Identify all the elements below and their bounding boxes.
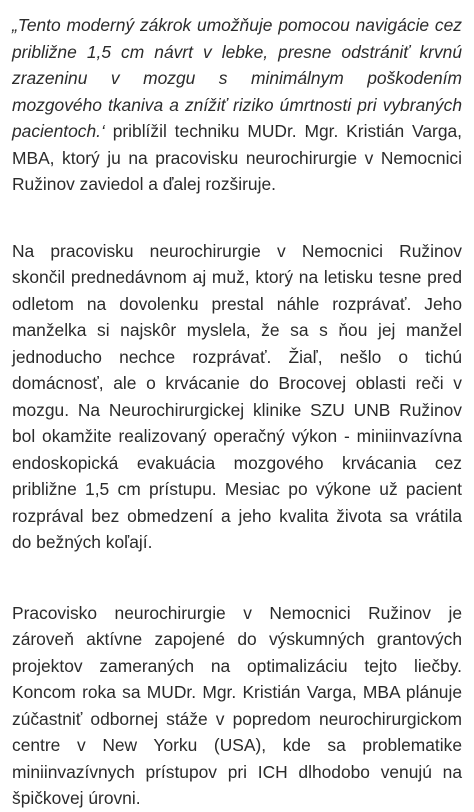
article-paragraph-1 xyxy=(12,12,462,198)
paragraph-spacer xyxy=(12,556,462,600)
quote-attribution: priblížil techniku MUDr. Mgr. Kristián Varga, MBA, ktorý ju na pracovisku neurochirurgie v Nemocnici Ružinov zaviedol a ďalej rozširuje. xyxy=(12,121,462,194)
paragraph-spacer xyxy=(12,198,462,238)
quote-text: „Tento moderný zákrok umožňuje pomocou navigácie cez približne 1,5 cm návrt v lebke, presne odstrániť krvnú zrazeninu v mozgu s minimálnym poškodením mozgového tkaniva a znížiť riziko úmrtnosti pri vybraných pacientoch.‘ xyxy=(12,15,462,141)
article-paragraph-3: Pracovisko neurochirurgie v Nemocnici Ružinov je zároveň aktívne zapojené do výskumných grantových projektov zameraných na optimalizáciu tejto liečby. Koncom roka sa MUDr. Mgr. Kristián Varga, MBA plánuje zúčastniť odbornej stáže v popredom neurochirurgickom centre v New Yorku (USA), kde sa problematike miniinvazívnych prístupov pri ICH dlhodobo venujú na špičkovej úrovni. xyxy=(12,602,462,808)
article-paragraph-2: Na pracovisku neurochirurgie v Nemocnici Ružinov skončil prednedávnom aj muž, ktorý na letisku tesne pred odletom na dovolenku prestal náhle rozprávať. Jeho manželka si najskôr myslela, že sa s ňou jej manžel jednoducho nechce rozprávať. Žiaľ, nešlo o tichú domácnosť, ale o krvácanie do Brocovej oblasti reči v mozgu. Na Neurochirurgickej klinike SZU UNB Ružinov bol okamžite realizovaný operačný výkon - miniinvazívna endoskopická evakuácia mozgového krvácania cez približne 1,5 cm prístupu. Mesiac po výkone už pacient rozprával bez obmedzení a jeho kvalita života sa vrátila do bežných koľají. xyxy=(12,240,462,552)
